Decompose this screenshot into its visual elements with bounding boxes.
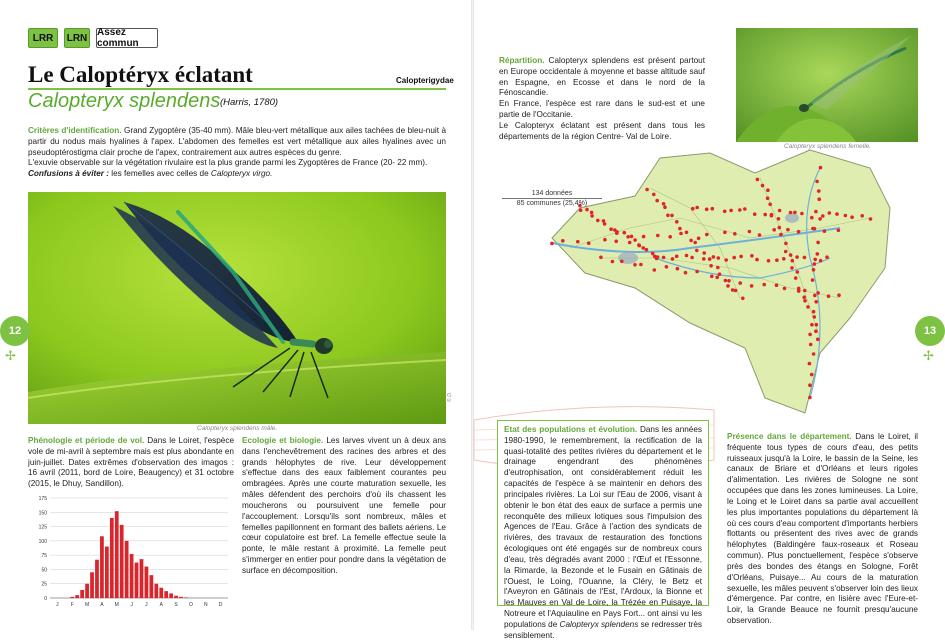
- observation-dot: [784, 250, 788, 254]
- y-tick-label: 50: [41, 567, 47, 574]
- female-photo: [736, 28, 918, 142]
- repartition-heading: Répartition.: [499, 56, 545, 65]
- x-tick-label: S: [174, 602, 178, 608]
- badge-lrn: LRN: [64, 28, 90, 48]
- author-citation: (Harris, 1780): [220, 97, 279, 108]
- observation-dot: [708, 257, 712, 261]
- observation-dot: [709, 264, 713, 268]
- observation-dot: [835, 212, 839, 216]
- x-tick-label: N: [203, 602, 208, 608]
- observation-dot: [813, 315, 817, 319]
- y-tick-label: 75: [41, 553, 47, 560]
- page-number-left: 12: [0, 316, 30, 346]
- observation-dot: [813, 227, 817, 231]
- observation-dot: [756, 178, 760, 182]
- repartition-l1: Calopteryx splendens est présent partout en Europe occidentale à moyenne et basse altitude sauf en Espagne, en Ecosse et dans le nord de la Fénoscandie.: [499, 56, 705, 98]
- observation-dot: [685, 254, 689, 258]
- page-number-right: 13: [915, 316, 945, 346]
- observation-dot: [639, 263, 643, 267]
- observation-dot: [797, 230, 801, 234]
- chart-bar: [110, 518, 114, 598]
- observation-dot: [684, 271, 688, 275]
- map-legend-rule: [502, 198, 602, 199]
- x-tick-label: M: [84, 602, 90, 608]
- observation-dot: [579, 208, 583, 212]
- observation-dot: [750, 254, 754, 258]
- observation-dot: [808, 362, 812, 366]
- observation-dot: [812, 352, 816, 356]
- chart-bar: [75, 595, 79, 598]
- observation-dot: [766, 188, 770, 192]
- observation-dot: [814, 210, 818, 214]
- observation-dot: [782, 257, 786, 261]
- observation-dot: [803, 299, 807, 303]
- book-spine: [471, 0, 474, 630]
- observation-dot: [814, 300, 818, 304]
- chart-bar: [90, 572, 94, 598]
- y-tick-label: 150: [38, 510, 47, 517]
- confusion-label: Confusions à éviter :: [28, 169, 109, 179]
- observation-dot: [816, 252, 820, 256]
- observation-dot: [816, 241, 820, 245]
- observation-dot: [796, 270, 800, 274]
- observation-dot: [724, 258, 728, 262]
- observation-dot: [768, 203, 772, 207]
- x-tick-label: O: [188, 602, 193, 608]
- observation-dot: [587, 241, 591, 245]
- observation-dot: [803, 289, 807, 293]
- observation-dot: [783, 287, 787, 291]
- observation-dot: [772, 228, 776, 232]
- observation-dot: [702, 257, 706, 261]
- observation-dot: [641, 246, 645, 250]
- map-donnees: 134 données: [531, 190, 573, 197]
- observation-dot: [550, 242, 554, 246]
- observation-dot: [628, 241, 632, 245]
- y-tick-label: 25: [41, 581, 47, 588]
- observation-dot: [651, 252, 655, 256]
- observation-dot: [775, 258, 779, 262]
- observation-dot: [795, 255, 799, 259]
- x-tick-label: J: [56, 602, 59, 608]
- chart-bar: [70, 597, 74, 598]
- chart-bar: [120, 525, 124, 598]
- observation-dot: [739, 255, 743, 259]
- observation-dot: [793, 211, 797, 215]
- observation-dot: [602, 219, 606, 223]
- confusion-text: les femelles avec celles de: [108, 169, 211, 179]
- observation-dot: [662, 202, 666, 206]
- presence-block: [727, 432, 918, 627]
- observation-dot: [734, 289, 738, 293]
- damselfly-male-image: [28, 192, 446, 424]
- x-tick-label: A: [159, 602, 163, 608]
- observation-dot: [767, 259, 771, 263]
- observation-dot: [609, 227, 613, 231]
- chart-bar: [159, 588, 163, 598]
- observation-dot: [690, 256, 694, 260]
- observation-dot: [685, 231, 689, 235]
- observation-dot: [702, 251, 706, 255]
- observation-dot: [679, 232, 683, 236]
- observation-dot: [837, 229, 841, 233]
- observation-dot: [808, 333, 812, 337]
- observation-dot: [645, 188, 649, 192]
- observation-dot: [723, 210, 727, 214]
- etat-heading: Etat des populations et évolution.: [504, 425, 638, 434]
- chart-bar: [105, 547, 109, 598]
- presence-heading: Présence dans le département.: [727, 432, 852, 441]
- chart-bar: [149, 575, 153, 598]
- observation-dot: [810, 373, 814, 377]
- observation-dot: [869, 217, 873, 221]
- observation-dot: [675, 255, 679, 259]
- observation-dot: [695, 249, 699, 253]
- x-tick-label: M: [114, 602, 119, 608]
- etat-species: Calopteryx splendens: [559, 619, 639, 629]
- observation-dot: [844, 214, 848, 218]
- chart-bar: [85, 584, 89, 598]
- observation-dot: [671, 257, 675, 261]
- observation-dot: [705, 208, 709, 212]
- observation-dot: [693, 241, 697, 245]
- observation-dot: [794, 276, 798, 280]
- criteres-line2: L'exuvie observable sur la végétation rivulaire est la plus grande parmi les Zygoptères de France (20- 22 mm).: [28, 158, 428, 168]
- observation-dot: [789, 253, 793, 257]
- observation-dot: [717, 256, 721, 260]
- observation-dot: [816, 291, 820, 295]
- confusion-species: Calopteryx virgo.: [210, 169, 273, 179]
- observation-dot: [860, 214, 864, 218]
- observation-dot: [614, 240, 618, 244]
- etat-body: Dans les années 1980-1990, le remembrement, la rectification de la quasi-totalité des petites rivières du département et le drainage engendrant des phénomènes d'eutrophisation, ont considérablement réduit les capacités de l'espèce à se maintenir en dehors des principales rivières. La Loi sur l'Eau de 2006, visant à obtenir le bon état des eaux de surface a permis une reconquête des milieux lotiques sous l'impulsion des Agences de l'Eau. Grâce à l'action des syndicats de rivières, des travaux de restauration des fonctions écologiques ont été engagés sur de nombreux cours d'eau, très dégradés avant 2000 : l'Œuf et l'Essonne, la Rimarde, la Bezonde et le Fusain en Gâtinais de l'Ouest, le Loing, l'Ouanne, la Cléry, le Betz et l'Aveyron en Gâtinais de l'Est, l'Ardoux, la Bionne et les Mauves en Val de Loire, la Trézée en Puisaye, la Notreure et l'Aquiauline en Pays Fort... ont ainsi vu les populations de: [504, 425, 702, 629]
- badge-status: Assez commun: [96, 28, 158, 48]
- observation-dot: [626, 235, 630, 239]
- chart-bar: [169, 593, 173, 598]
- observation-dot: [729, 209, 733, 213]
- observation-dot: [726, 284, 730, 288]
- observation-dot: [818, 217, 822, 221]
- map-communes: 85 communes (25,4%): [516, 200, 588, 207]
- observation-dot: [715, 276, 719, 280]
- observation-dot: [656, 255, 660, 259]
- presence-body: Dans le Loiret, il fréquente tous types de cours d'eau, des petits ruisseaux jusqu'à la Loire, le bassin de la Seine, les canaux de Briare et d'Orléans et leurs rigoles d'alimentation. Les rivières de Sologne ne sont occupées que dans les zones lumineuses. La Loire, le Loing et le Loiret dans sa partie aval accueillent les plus importantes populations du département là où ces cours d'eau comportent d'importants herbiers flottants ou présentent des rives avec de grands hélophytes (Baldingère faux-roseaux et Roseau commun). Plus ponctuellement, l'espèce s'observe près des bondes des étangs en Sologne, Forêt d'Orléans, Puisaye... Au cours de la maturation sexuelle, les mâles peuvent s'observer loin des lieux d'émergence. Par contre, en lisière avec l'Eure-et-Loir, la Grande Beauce ne fournit presqu'aucune observation.: [727, 432, 919, 626]
- distribution-map-svg: [540, 148, 918, 420]
- observation-dot: [786, 228, 790, 232]
- observation-dot: [645, 248, 649, 252]
- x-tick-label: D: [218, 602, 223, 608]
- observation-dot: [761, 184, 765, 188]
- observation-dot: [663, 205, 667, 209]
- chart-bar: [100, 536, 104, 598]
- chart-bar: [95, 560, 99, 598]
- family-name: Calopterigydae: [396, 76, 454, 85]
- observation-dot: [808, 396, 812, 400]
- observation-dot: [590, 214, 594, 218]
- observation-dot: [828, 211, 832, 215]
- observation-dot: [803, 256, 807, 260]
- observation-dot: [738, 208, 742, 212]
- observation-dot: [620, 260, 624, 264]
- observation-dot: [738, 281, 742, 285]
- observation-dot: [678, 227, 682, 231]
- chart-bar: [174, 596, 178, 598]
- x-tick-label: J: [130, 602, 133, 608]
- observation-dot: [810, 216, 814, 220]
- observation-dot: [850, 215, 854, 219]
- dragonfly-icon: ✢: [5, 348, 16, 363]
- observation-dot: [727, 279, 731, 283]
- observation-dot: [775, 283, 779, 287]
- observation-dot: [718, 272, 722, 276]
- y-tick-label: 125: [38, 524, 47, 531]
- observation-dot: [695, 270, 699, 274]
- observation-dot: [808, 383, 812, 387]
- observation-dot: [815, 323, 819, 327]
- observation-dot: [590, 211, 594, 215]
- observation-dot: [633, 263, 637, 267]
- ecologie-heading: Ecologie et biologie.: [242, 436, 324, 445]
- observation-dot: [733, 232, 737, 236]
- female-photo-caption: Calopteryx splendens femelle.: [784, 143, 872, 150]
- x-tick-label: F: [70, 602, 74, 608]
- observation-dot: [716, 266, 720, 270]
- observation-dot: [810, 323, 814, 327]
- observation-dot: [623, 231, 627, 235]
- observation-dot: [724, 279, 728, 283]
- criteres-block: [28, 126, 446, 180]
- distribution-map: [540, 148, 918, 420]
- phenology-chart-svg: [28, 492, 234, 610]
- observation-dot: [750, 284, 754, 288]
- observation-dot: [675, 220, 679, 224]
- observation-dot: [811, 278, 815, 282]
- observation-dot: [697, 237, 701, 241]
- observation-dot: [585, 208, 589, 212]
- observation-dot: [705, 233, 709, 237]
- observation-dot: [770, 213, 774, 217]
- observation-dot: [655, 199, 659, 203]
- confusion-line: [28, 169, 446, 180]
- observation-dot: [837, 293, 841, 297]
- x-tick-label: A: [100, 602, 104, 608]
- observation-dot: [823, 229, 827, 233]
- phenologie-block: [28, 436, 234, 490]
- main-photo: [28, 192, 446, 424]
- observation-dot: [777, 217, 781, 221]
- observation-dot: [817, 189, 821, 193]
- observation-dot: [666, 214, 670, 218]
- observation-dot: [710, 275, 714, 279]
- phenology-chart: [28, 492, 234, 610]
- main-photo-caption: Calopteryx splendens mâle.: [197, 425, 278, 432]
- damselfly-female-image: [736, 28, 918, 142]
- observation-dot: [762, 283, 766, 287]
- main-photo-credit: © D.: [447, 391, 453, 402]
- observation-dot: [812, 268, 816, 272]
- observation-dot: [611, 260, 615, 264]
- observation-dot: [809, 343, 813, 347]
- observation-dot: [576, 240, 580, 244]
- observation-dot: [825, 255, 829, 259]
- observation-dot: [596, 219, 600, 223]
- observation-dot: [813, 262, 817, 266]
- dragonfly-icon-right: ✢: [923, 348, 934, 363]
- observation-dot: [753, 212, 757, 216]
- observation-dot: [779, 233, 783, 237]
- chart-bar: [130, 554, 134, 598]
- chart-bar: [164, 591, 168, 598]
- observation-dot: [814, 329, 818, 333]
- observation-dot: [741, 297, 745, 301]
- observation-dot: [731, 288, 735, 292]
- observation-dot: [656, 234, 660, 238]
- observation-dot: [743, 207, 747, 211]
- observation-dot: [676, 267, 680, 271]
- observation-dot: [695, 206, 699, 210]
- observation-dot: [615, 230, 619, 234]
- observation-dot: [778, 226, 782, 230]
- observation-dot: [561, 239, 565, 243]
- observation-dot: [755, 258, 759, 262]
- observation-dot: [806, 305, 810, 309]
- observation-dot: [763, 213, 767, 217]
- observation-dot: [800, 212, 804, 216]
- observation-dot: [668, 235, 672, 239]
- observation-dot: [652, 193, 656, 197]
- repartition-block: [499, 56, 705, 143]
- repartition-l3: Le Calopteryx éclatant est présent dans tous les départements de la région Centre- Val de Loire.: [499, 120, 705, 141]
- observation-dot: [797, 287, 801, 291]
- observation-dot: [817, 197, 821, 201]
- ecologie-body: Les larves vivent un à deux ans dans l'enchevêtrement des racines des arbres et des grands hélophytes de rive. Leur développement s'effectue dans des eaux faiblement courantes peu ombragées. Après une courte maturation sexuelle, les mâles défendent des perchoirs d'où ils chassent les moucherons ou poursuivent une femelle pour l'accouplement. Lorsqu'ils sont nombreux, mâles et femelles papillonnent en formant des ballets aériens. Le cœur copulatoire est bref. La femelle effectue seule la ponte, le mâle restant à proximité. La femelle peut s'immerger en entier pour pondre dans la végétation de surface en décomposition.: [242, 436, 447, 575]
- observation-dot: [691, 207, 695, 211]
- observation-dot: [791, 259, 795, 263]
- observation-dot: [748, 230, 752, 234]
- observation-dot: [819, 166, 823, 170]
- criteres-body: Grand Zygoptère (35-40 mm). Mâle bleu-vert métallique aux ailes tachées de bleu-nuit à partir du nodus mais hyalines à l'apex. L'abdomen des femelles est vert métallique aux ailes hyalines avec un pseudoptérostigma clair proche de l'apex, contrairement aux autres espèces du genre.: [28, 126, 446, 157]
- page-title: Le Caloptéryx éclatant: [28, 62, 253, 87]
- observation-dot: [815, 180, 819, 184]
- observation-dot: [599, 256, 603, 260]
- observation-dot: [662, 256, 666, 260]
- observation-dot: [637, 243, 641, 247]
- observation-dot: [732, 256, 736, 260]
- chart-bar: [80, 590, 84, 598]
- etat-tail: se redresser très sensiblement.: [504, 619, 702, 640]
- chart-bar: [145, 567, 149, 598]
- chart-bar: [115, 511, 119, 598]
- observation-dot: [758, 233, 762, 237]
- observation-dot: [816, 338, 820, 342]
- etat-box: [497, 420, 709, 640]
- observation-dot: [642, 235, 646, 239]
- phenologie-heading: Phénologie et période de vol.: [28, 436, 145, 445]
- observation-dot: [689, 239, 693, 243]
- observation-dot: [633, 238, 637, 242]
- ecologie-block: [242, 436, 446, 577]
- chart-bar: [179, 597, 183, 598]
- observation-dot: [630, 235, 634, 239]
- chart-bar: [140, 559, 144, 598]
- chart-bar: [135, 563, 139, 598]
- observation-dot: [784, 242, 788, 246]
- y-tick-label: 175: [38, 496, 47, 502]
- observation-dot: [766, 196, 770, 200]
- y-tick-label: 100: [38, 538, 47, 545]
- chart-bar: [184, 597, 188, 598]
- y-tick-label: 0: [44, 596, 47, 602]
- chart-bar: [154, 584, 158, 598]
- observation-dot: [670, 214, 674, 218]
- observation-dot: [819, 259, 823, 263]
- latin-name: Calopteryx splendens: [28, 90, 221, 112]
- repartition-l2: En France, l'espèce est rare dans le sud-est et une partie de l'Occitanie.: [499, 99, 705, 120]
- observation-dot: [603, 238, 607, 242]
- criteres-heading: Critères d'identification.: [28, 126, 122, 135]
- badge-lrr: LRR: [28, 28, 58, 48]
- observation-dot: [653, 268, 657, 272]
- observation-dot: [778, 209, 782, 213]
- observation-dot: [665, 265, 669, 269]
- phenologie-body: Dans le Loiret, l'espèce vole de mi-avril à septembre mais est plus abondante en juin-juillet. Dates extrêmes d'observation des imagos : 16 avril (2011, bord de Loire, Beaugency) et 31 octobre (2015, le Dhuy, Sandillon).: [28, 436, 235, 489]
- observation-dot: [813, 258, 817, 262]
- observation-dot: [790, 266, 794, 270]
- observation-dot: [812, 310, 816, 314]
- map-legend: [502, 190, 602, 207]
- x-tick-label: J: [145, 602, 148, 608]
- observation-dot: [723, 231, 727, 235]
- observation-dot: [821, 214, 825, 218]
- observation-dot: [712, 255, 716, 259]
- observation-dot: [827, 294, 831, 298]
- observation-dot: [813, 294, 817, 298]
- observation-dot: [711, 207, 715, 211]
- chart-bar: [125, 541, 129, 598]
- observation-dot: [802, 295, 806, 299]
- observation-dot: [789, 211, 793, 215]
